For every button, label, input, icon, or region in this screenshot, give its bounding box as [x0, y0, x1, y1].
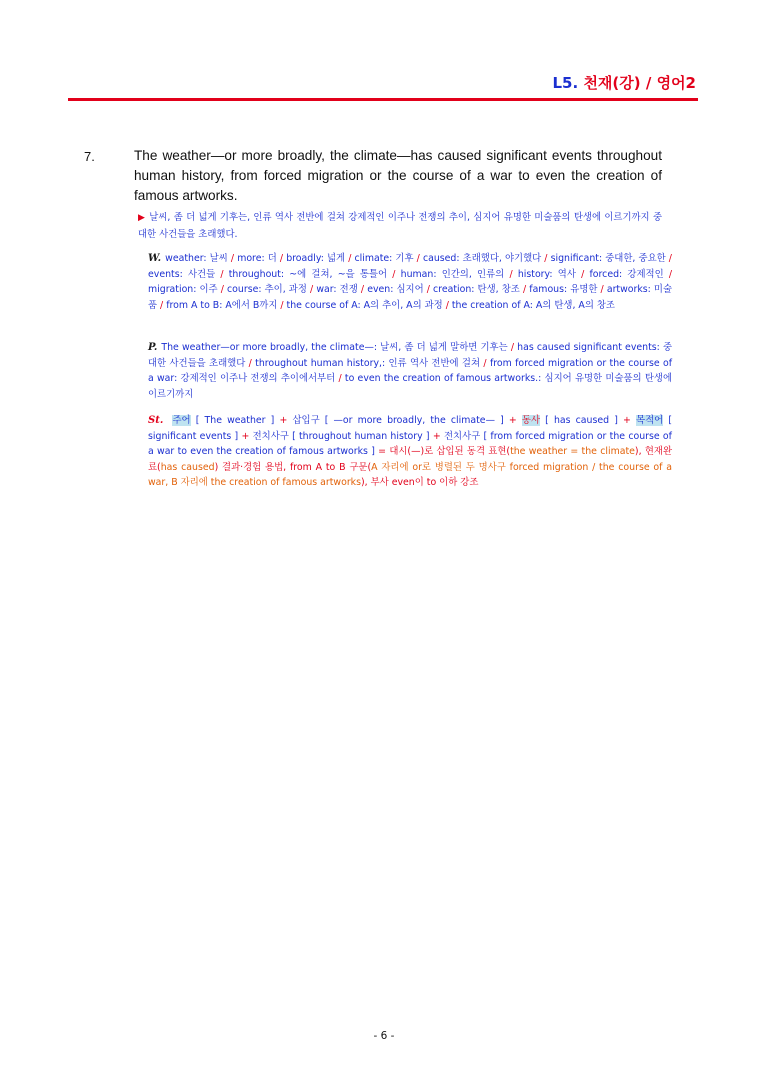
lesson-number: L5. — [552, 74, 579, 92]
prep2-label: 전치사구 — [443, 430, 481, 442]
slash-separator: / — [445, 299, 449, 311]
vocab-marker: W. — [148, 253, 162, 264]
vocab-item: migration: 이주 — [148, 284, 218, 296]
slash-separator: / — [510, 342, 514, 353]
header-rule — [68, 98, 698, 101]
slash-separator: / — [160, 299, 164, 311]
slash-separator: / — [348, 253, 352, 264]
structure-block — [138, 413, 672, 491]
note-perfect-end: ) 결과·경험 용법, — [214, 461, 287, 473]
slash-separator: / — [230, 253, 235, 264]
verb-label: 동사 — [521, 415, 541, 426]
slash-separator: / — [544, 253, 548, 264]
header-separator: / — [645, 74, 652, 92]
slash-separator: / — [392, 268, 396, 280]
question-number: 7. — [84, 149, 95, 164]
slash-separator: / — [360, 284, 365, 296]
vocab-item: the creation of A: A의 탄생, A의 창조 — [451, 299, 615, 311]
vocab-item: broadly: 넓게 — [286, 253, 346, 264]
vocab-item: even: 심지어 — [367, 284, 424, 296]
vocab-item: creation: 탄생, 창조 — [433, 284, 520, 296]
slash-separator: / — [220, 268, 224, 280]
phrase-block — [138, 340, 672, 402]
vocab-item: climate: 기후 — [354, 253, 414, 264]
slash-separator: / — [279, 253, 284, 264]
phrase-item: The weather—or more broadly, the climate—: 날씨, 좀 더 넓게 말하면 기후는 — [161, 342, 508, 353]
slash-separator: / — [248, 357, 252, 369]
note-fromto-end: ), — [361, 477, 368, 489]
plus-sign: + — [432, 430, 441, 442]
plus-sign: + — [241, 430, 250, 442]
slash-separator: / — [581, 268, 585, 280]
vocab-block — [138, 251, 672, 313]
slash-separator: / — [426, 284, 430, 296]
note-dash: 대시(—)로 삽입된 동격 표현( — [389, 446, 511, 458]
phrase-item: has caused significant events: 중대한 사건들을 초래했다 — [148, 342, 673, 369]
vocab-item: more: 더 — [237, 253, 277, 264]
object-label: 목적어 — [636, 415, 664, 426]
vocab-item: the course of A: A의 추이, A의 과정 — [286, 299, 443, 311]
insert-label: 삽입구 — [292, 415, 320, 426]
slash-separator: / — [600, 284, 604, 296]
slash-separator: / — [280, 299, 284, 311]
vocab-item: weather: 날씨 — [165, 253, 228, 264]
prep1-phrase: [ throughout human history ] — [292, 430, 430, 442]
plus-sign: + — [508, 415, 517, 426]
slash-separator: / — [522, 284, 527, 296]
phrase-list — [148, 342, 672, 400]
note-dash-end: ), — [634, 446, 642, 458]
vocab-item: significant: 중대한, 중요한 — [550, 253, 666, 264]
vocab-item: human: 인간의, 인류의 — [400, 268, 505, 280]
vocab-item: artworks: 미술품 — [148, 284, 673, 311]
vocab-item: caused: 초래했다, 야기했다 — [422, 253, 542, 264]
slash-separator: / — [668, 268, 673, 280]
vocab-list — [148, 253, 672, 311]
slash-separator: / — [310, 284, 314, 296]
subject-label: 주어 — [172, 415, 191, 426]
slash-separator: / — [509, 268, 513, 280]
translation-block — [138, 210, 662, 242]
note-fromto-example: A 자리에 or로 병렬된 두 명사구 forced migration / the course of a war, B 자리에 the creation of famous artworks — [148, 461, 673, 489]
slash-separator: / — [220, 284, 224, 296]
vocab-item: famous: 유명한 — [529, 284, 598, 296]
note-dash-example: the weather = the climate — [510, 446, 635, 458]
structure-marker: St. — [148, 415, 164, 426]
note-fromto: from A to B 구문( — [289, 461, 372, 473]
subject-label: 영어2 — [656, 74, 696, 92]
vocab-item: war: 전쟁 — [316, 284, 358, 296]
phrase-item: from forced migration or the course of a war: 강제적인 이주나 전쟁의 추이에서부터 — [148, 357, 673, 385]
plus-sign: + — [623, 415, 631, 426]
page-header — [553, 72, 697, 93]
phrase-marker: P. — [148, 342, 158, 353]
vocab-item: forced: 강제적인 — [589, 268, 664, 280]
vocab-item: throughout: ~에 걸쳐, ~을 통틀어 — [228, 268, 388, 280]
insert-phrase: [ —or more broadly, the climate— ] — [324, 415, 504, 426]
verb-phrase: [ has caused ] — [545, 415, 618, 426]
question-sentence: The weather—or more broadly, the climate—has caused significant events throughout human history, from forced migration or the course of a war to even the creation of famous artworks. — [134, 148, 662, 203]
publisher-label: 천재(강) — [583, 74, 641, 92]
slash-separator: / — [338, 373, 342, 385]
vocab-item: history: 역사 — [517, 268, 576, 280]
phrase-item: throughout human history,: 인류 역사 전반에 걸쳐 — [255, 357, 481, 369]
plus-sign: + — [279, 415, 288, 426]
note-perfect: 현재완료( — [148, 446, 672, 473]
triangle-bullet-icon: ▶ — [138, 213, 146, 223]
slash-separator: / — [668, 253, 672, 264]
vocab-item: from A to B: A에서 B까지 — [166, 299, 278, 311]
vocab-item: course: 추이, 과정 — [227, 284, 307, 296]
note-even: 부사 even이 to 이하 강조 — [370, 477, 479, 489]
object-phrase: [ significant events ] — [148, 415, 673, 442]
subject-phrase: [ The weather ] — [195, 415, 275, 426]
prep1-label: 전치사구 — [252, 430, 289, 442]
equals-sign: = — [378, 446, 387, 458]
translation-text: 날씨, 좀 더 넓게 기후는, 인류 역사 전반에 걸쳐 강제적인 이주나 전쟁의 추이, 심지어 유명한 미술품의 탄생에 이르기까지 중대한 사건들을 초래했다. — [138, 212, 663, 240]
vocab-item: events: 사건들 — [148, 268, 216, 280]
phrase-item: to even the creation of famous artworks.: 심지어 유명한 미술품의 탄생에 이르기까지 — [148, 373, 673, 400]
prep2-phrase: [ from forced migration or the course of a war to even the creation of famous artworks ] — [148, 430, 672, 458]
page-number: - 6 - — [373, 1030, 395, 1042]
slash-separator: / — [416, 253, 420, 264]
note-perfect-example: has caused — [160, 461, 215, 473]
slash-separator: / — [483, 357, 487, 369]
